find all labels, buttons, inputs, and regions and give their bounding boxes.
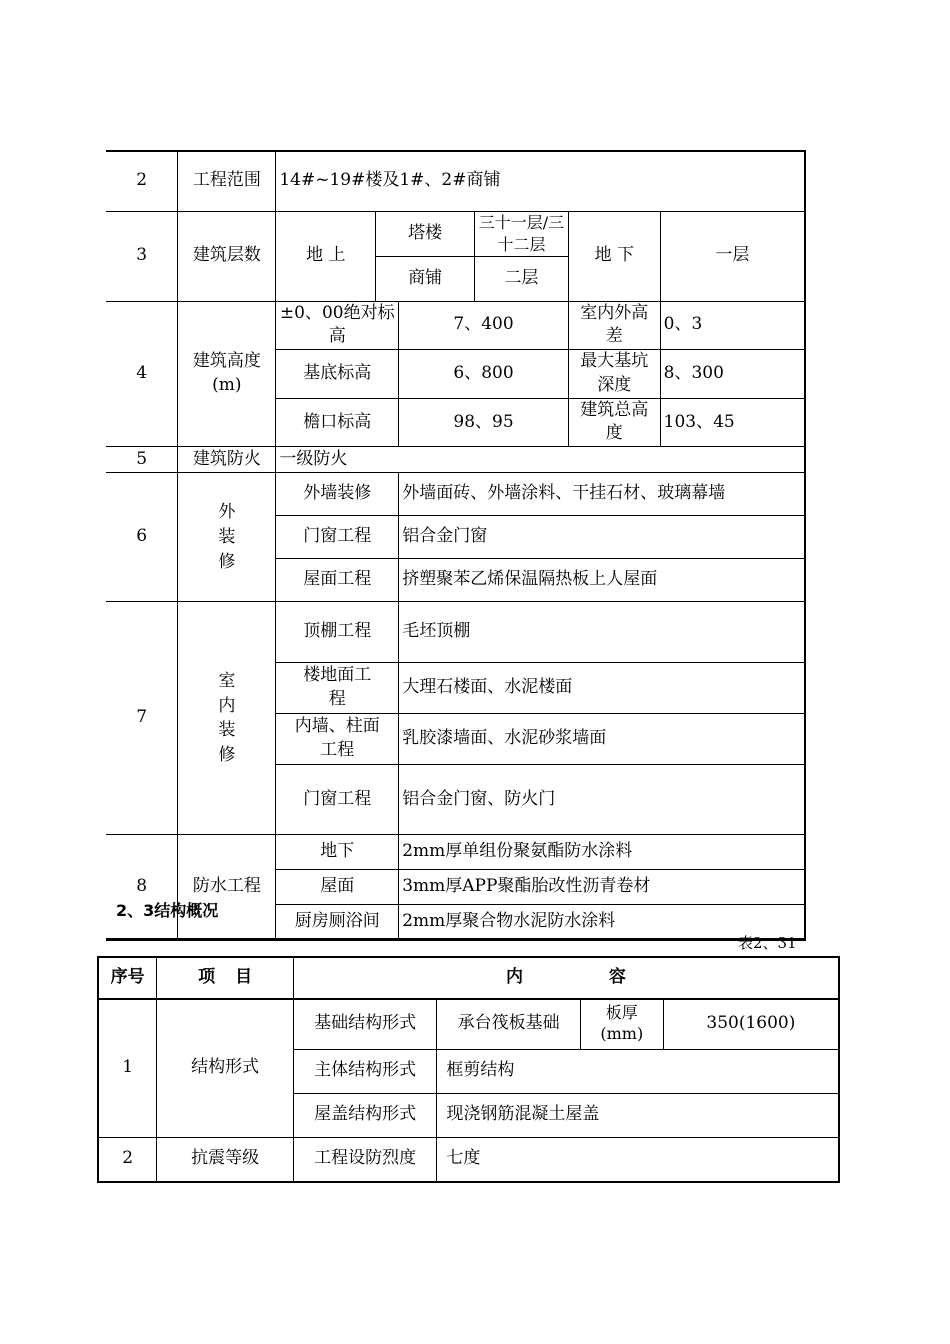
above-ground-label: 地 上 (276, 211, 376, 301)
row-number: 7 (106, 602, 178, 835)
detail-key: 地下 (276, 835, 399, 870)
detail-value: 承台筏板基础 (437, 999, 580, 1049)
row-number: 2 (98, 1137, 157, 1182)
table-row (106, 447, 805, 473)
table-row (106, 211, 805, 256)
detail-key: 楼地面工程 (276, 663, 399, 714)
detail-key: 工程设防烈度 (293, 1137, 436, 1182)
table-row (106, 473, 805, 516)
tower-label: 塔楼 (376, 211, 475, 256)
height-value: 103、45 (660, 398, 805, 447)
row-number: 3 (106, 211, 178, 301)
shop-label: 商铺 (376, 256, 475, 301)
tower-floors: 三十一层/三十二层 (475, 211, 569, 256)
height-value: 0、3 (660, 301, 805, 350)
thickness-label: 板厚(mm) (580, 999, 663, 1049)
detail-value: 外墙面砖、外墙涂料、干挂石材、玻璃幕墙 (399, 473, 805, 516)
detail-value: 大理石楼面、水泥楼面 (399, 663, 805, 714)
building-overview-table (106, 150, 806, 941)
row-number: 8 (106, 835, 178, 940)
row-item: 工程范围 (178, 151, 276, 211)
height-key: 建筑总高度 (568, 398, 660, 447)
detail-key: 屋面工程 (276, 559, 399, 602)
detail-key: 门窗工程 (276, 516, 399, 559)
detail-value: 3mm厚APP聚酯胎改性沥青卷材 (399, 870, 805, 905)
detail-value: 乳胶漆墙面、水泥砂浆墙面 (399, 714, 805, 765)
table-number: 表2、31 (738, 934, 797, 952)
detail-key: 厨房厕浴间 (276, 905, 399, 940)
row-item: 建筑层数 (178, 211, 276, 301)
row-item: 室内装修 (178, 602, 276, 835)
detail-key: 外墙装修 (276, 473, 399, 516)
table-row (106, 835, 805, 870)
row-item: 抗震等级 (157, 1137, 294, 1182)
table-row (106, 301, 805, 350)
detail-key: 基础结构形式 (293, 999, 436, 1049)
header-item: 项 目 (157, 957, 294, 999)
detail-value: 2mm厚聚合物水泥防水涂料 (399, 905, 805, 940)
below-floors: 一层 (660, 211, 805, 301)
height-value: 6、800 (399, 350, 569, 399)
row-content: 14#~19#楼及1#、2#商铺 (276, 151, 805, 211)
shop-floors: 二层 (475, 256, 569, 301)
height-value: 98、95 (399, 398, 569, 447)
row-item: 结构形式 (157, 999, 294, 1137)
detail-value: 七度 (437, 1137, 839, 1182)
row-number: 4 (106, 301, 178, 447)
detail-key: 顶棚工程 (276, 602, 399, 663)
detail-key: 屋面 (276, 870, 399, 905)
height-value: 7、400 (399, 301, 569, 350)
detail-value: 毛坯顶棚 (399, 602, 805, 663)
row-number: 2 (106, 151, 178, 211)
height-key: 室内外高差 (568, 301, 660, 350)
row-number: 1 (98, 999, 157, 1137)
table-row (98, 999, 839, 1049)
detail-value: 铝合金门窗 (399, 516, 805, 559)
row-content: 一级防火 (276, 447, 805, 473)
detail-value: 2mm厚单组份聚氨酯防水涂料 (399, 835, 805, 870)
detail-value: 挤塑聚苯乙烯保温隔热板上人屋面 (399, 559, 805, 602)
detail-key: 内墙、柱面工程 (276, 714, 399, 765)
row-item: 建筑高度(m) (178, 301, 276, 447)
detail-value: 现浇钢筋混凝土屋盖 (437, 1093, 839, 1137)
section-title: 2、3结构概况 (116, 901, 219, 920)
row-item: 建筑防火 (178, 447, 276, 473)
height-key: 最大基坑深度 (568, 350, 660, 399)
header-content: 内 容 (293, 957, 839, 999)
height-key: 檐口标高 (276, 398, 399, 447)
detail-key: 门窗工程 (276, 765, 399, 835)
row-item: 外装修 (178, 473, 276, 602)
detail-key: 主体结构形式 (293, 1049, 436, 1093)
detail-key: 屋盖结构形式 (293, 1093, 436, 1137)
table-row (98, 1137, 839, 1182)
height-key: ±0、00绝对标高 (276, 301, 399, 350)
below-ground-label: 地 下 (568, 211, 660, 301)
height-key: 基底标高 (276, 350, 399, 399)
header-no: 序号 (98, 957, 157, 999)
table-row (106, 602, 805, 663)
table-row (106, 151, 805, 211)
row-number: 5 (106, 447, 178, 473)
structure-overview-table (97, 956, 840, 1183)
detail-value: 框剪结构 (437, 1049, 839, 1093)
height-value: 8、300 (660, 350, 805, 399)
row-item: 防水工程 (178, 835, 276, 940)
detail-value: 铝合金门窗、防火门 (399, 765, 805, 835)
table-header (98, 957, 839, 999)
thickness-value: 350(1600) (663, 999, 839, 1049)
row-number: 6 (106, 473, 178, 602)
